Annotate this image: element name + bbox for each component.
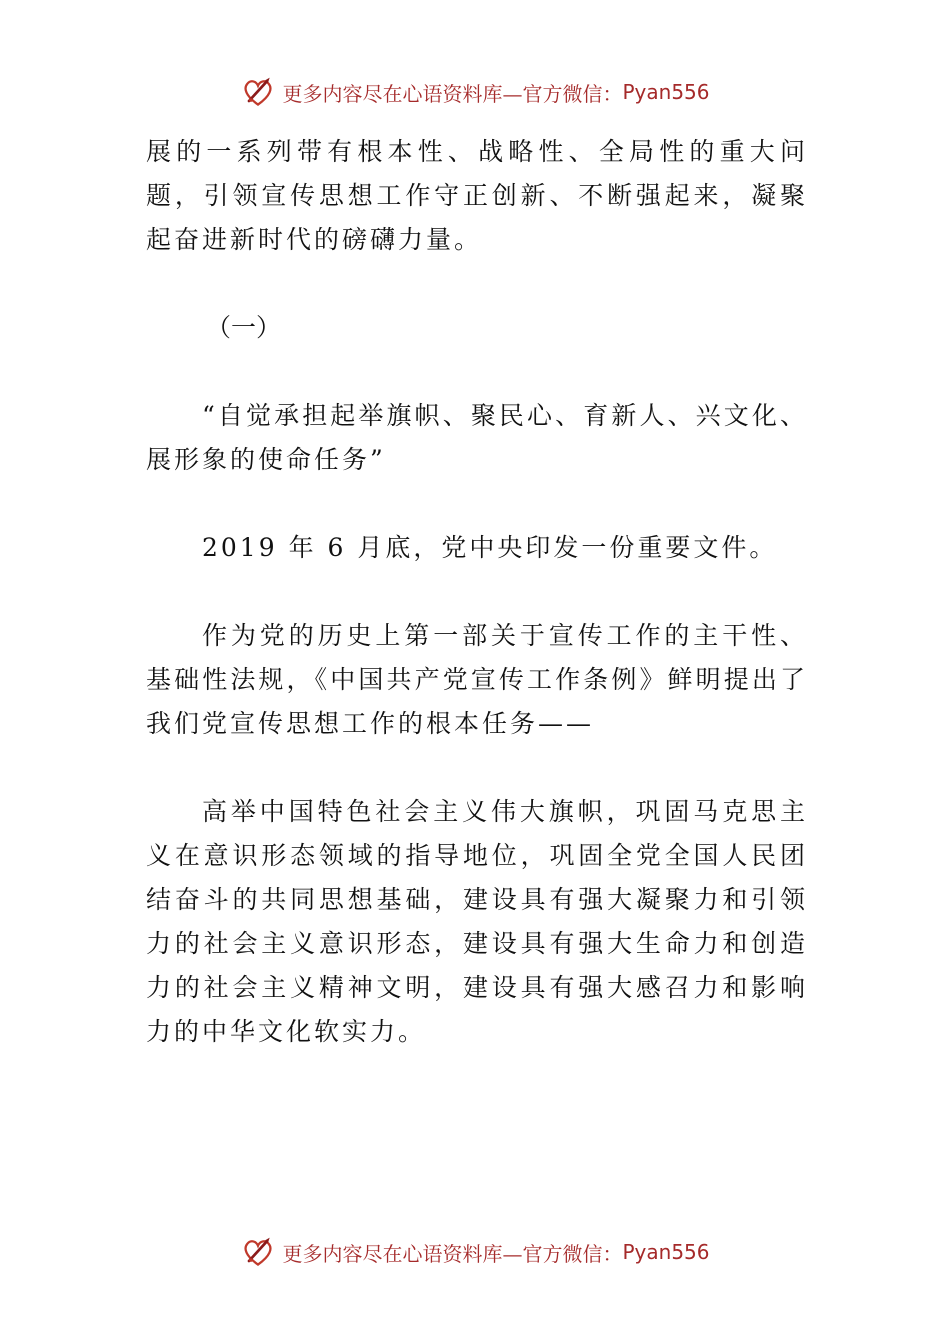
quote-heading: “自觉承担起举旗帜、聚民心、育新人、兴文化、展形象的使命任务” bbox=[146, 401, 808, 474]
date-paragraph: 2019 年 6 月底，党中央印发一份重要文件。 bbox=[202, 533, 778, 562]
section-number: （一） bbox=[206, 313, 282, 342]
regulation-paragraph: 作为党的历史上第一部关于宣传工作的主干性、基础性法规，《中国共产党宣传工作条例》鲜明提出了我们党宣传思想工作的根本任务—— bbox=[146, 621, 808, 738]
banner-text: 更多内容尽在心语资料库—官方微信： bbox=[282, 1241, 623, 1266]
header-watermark-banner bbox=[0, 72, 950, 112]
banner-handle: Pyan556 bbox=[622, 80, 710, 104]
continuation-paragraph: 展的一系列带有根本性、战略性、全局性的重大问题，引领宣传思想工作守正创新、不断强起来，凝聚起奋进新时代的磅礴力量。 bbox=[146, 137, 808, 254]
footer-watermark-banner bbox=[0, 1232, 950, 1272]
banner-handle: Pyan556 bbox=[622, 1240, 710, 1264]
document-body bbox=[146, 120, 808, 1054]
heart-pen-logo-icon bbox=[240, 74, 276, 110]
heart-pen-logo-icon bbox=[240, 1234, 276, 1270]
task-paragraph: 高举中国特色社会主义伟大旗帜，巩固马克思主义在意识形态领域的指导地位，巩固全党全国人民团结奋斗的共同思想基础，建设具有强大凝聚力和引领力的社会主义意识形态，建设具有强大生命力和创造力的社会主义精神文明，建设具有强大感召力和影响力的中华文化软实力。 bbox=[146, 797, 808, 1046]
banner-text: 更多内容尽在心语资料库—官方微信： bbox=[282, 81, 623, 106]
